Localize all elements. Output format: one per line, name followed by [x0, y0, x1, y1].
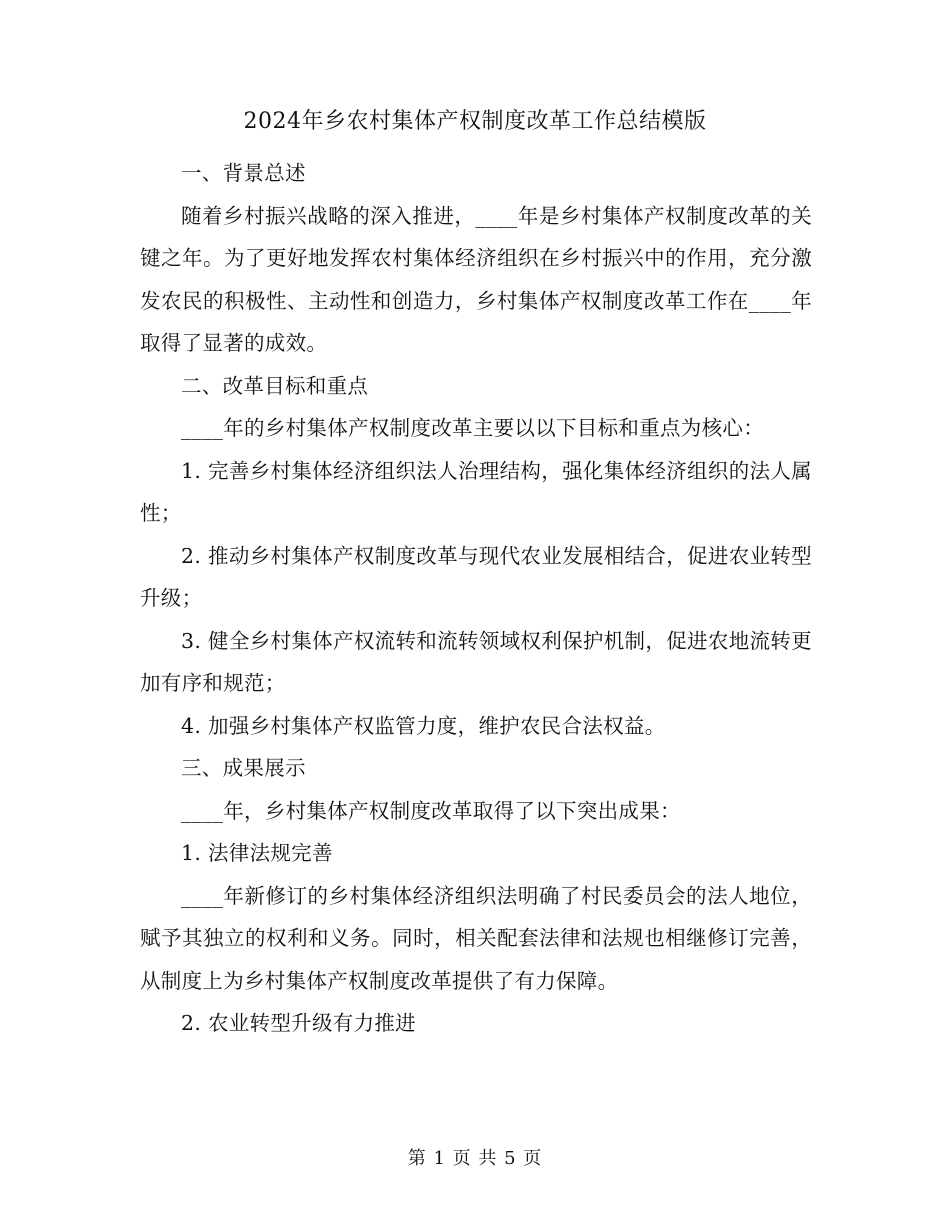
paragraph-background: 随着乡村振兴战略的深入推进，____年是乡村集体产权制度改革的关键之年。为了更好地发挥农村集体经济组织在乡村振兴中的作用，充分激发农民的积极性、主动性和创造力，乡村集体产权制度改革工作在____年取得了显著的成效。 — [140, 203, 812, 355]
page-number-footer: 第 1 页 共 5 页 — [407, 1148, 543, 1169]
result-heading-2: 2. 农业转型升级有力推进 — [181, 1011, 416, 1035]
goal-item-2: 2. 推动乡村集体产权制度改革与现代农业发展相结合，促进农业转型升级； — [140, 543, 812, 610]
result-heading-1: 1. 法律法规完善 — [181, 841, 333, 865]
paragraph-results-intro: ____年，乡村集体产权制度改革取得了以下突出成果： — [181, 798, 681, 823]
section-heading-goals: 二、改革目标和重点 — [181, 373, 369, 398]
section-heading-results: 三、成果展示 — [181, 756, 306, 780]
document-body — [140, 152, 812, 1045]
document-title: 2024年乡农村集体产权制度改革工作总结模版 — [243, 109, 707, 134]
goal-item-3: 3. 健全乡村集体产权流转和流转领域权利保护机制，促进农地流转更加有序和规范； — [140, 628, 812, 695]
goal-item-1: 1. 完善乡村集体经济组织法人治理结构，强化集体经济组织的法人属性； — [140, 458, 812, 525]
paragraph-goals-intro: ____年的乡村集体产权制度改革主要以以下目标和重点为核心： — [181, 416, 764, 440]
paragraph-result-1: ____年新修订的乡村集体经济组织法明确了村民委员会的法人地位，赋予其独立的权利和义务。同时，相关配套法律和法规也相继修订完善，从制度上为乡村集体产权制度改革提供了有力保障。 — [140, 883, 812, 993]
section-heading-background: 一、背景总述 — [181, 161, 306, 185]
goal-item-4: 4. 加强乡村集体产权监管力度，维护农民合法权益。 — [181, 713, 666, 738]
